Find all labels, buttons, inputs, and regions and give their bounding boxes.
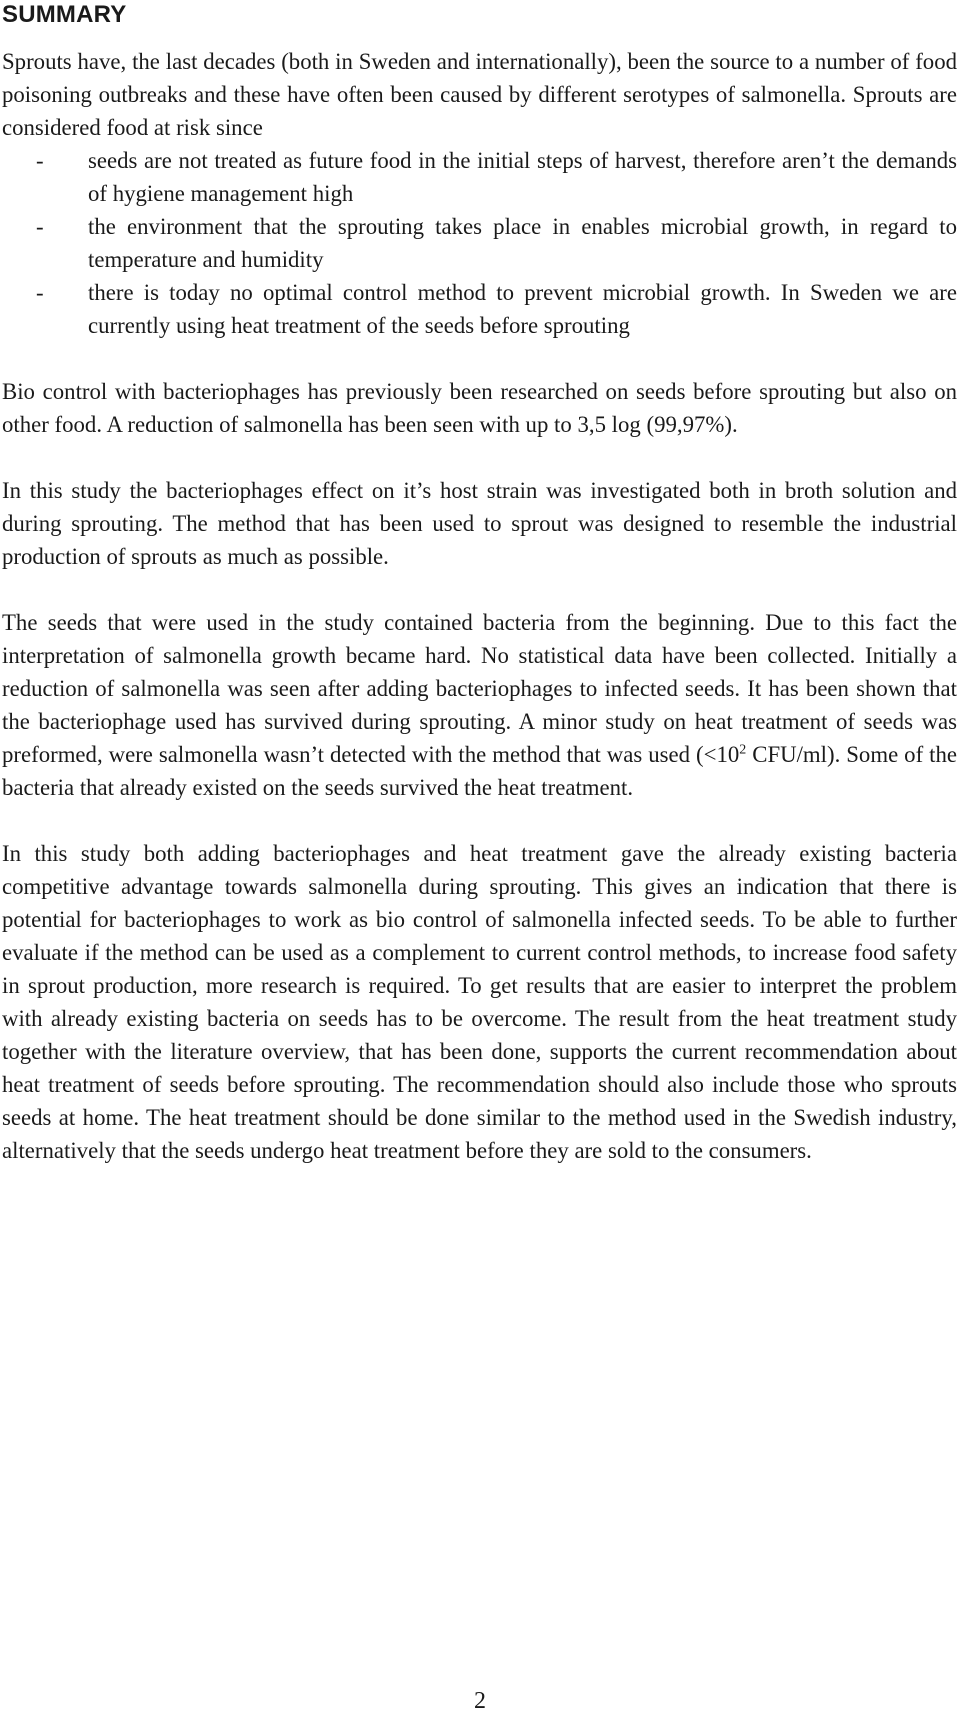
list-item bbox=[2, 276, 957, 342]
risk-factors-list bbox=[2, 144, 957, 342]
page-number: 2 bbox=[474, 1688, 486, 1714]
study-method-paragraph: In this study the bacteriophages effect on it’s host strain was investigated both in broth solution and during sprouting. The method that has been used to sprout was designed to resemble the industrial production of sprouts as much as possible. bbox=[2, 478, 957, 569]
results-paragraph bbox=[2, 606, 957, 804]
dash-marker: - bbox=[36, 214, 44, 239]
exponent: 2 bbox=[739, 742, 747, 758]
section-heading: SUMMARY bbox=[2, 1, 127, 28]
bio-control-paragraph: Bio control with bacteriophages has previously been researched on seeds before sprouting but also on other food. A reduction of salmonella has been seen with up to 3,5 log (99,97%). bbox=[2, 379, 957, 437]
intro-paragraph: Sprouts have, the last decades (both in Sweden and internationally), been the source to a number of food poisoning outbreaks and these have often been caused by different serotypes of salmonella. Sprouts are considered food at risk since bbox=[2, 49, 957, 140]
list-item-text: the environment that the sprouting takes place in enables microbial growth, in regard to temperature and humidity bbox=[88, 214, 957, 272]
list-item-text: there is today no optimal control method to prevent microbial growth. In Sweden we are currently using heat treatment of the seeds before sprouting bbox=[88, 280, 957, 338]
dash-marker: - bbox=[36, 280, 44, 305]
list-item bbox=[2, 210, 957, 276]
list-item bbox=[2, 144, 957, 210]
results-text-after: CFU/ml). Some of the bacteria that already existed on the seeds survived the heat treatment. bbox=[2, 742, 957, 800]
dash-marker: - bbox=[36, 148, 44, 173]
summary-body bbox=[2, 45, 957, 1200]
list-item-text: seeds are not treated as future food in the initial steps of harvest, therefore aren’t the demands of hygiene management high bbox=[88, 148, 957, 206]
conclusion-paragraph: In this study both adding bacteriophages and heat treatment gave the already existing bacteria competitive advantage towards salmonella during sprouting. This gives an indication that there is potential for bacteriophages to work as bio control of salmonella infected seeds. To be able to further evaluate if the method can be used as a complement to current control methods, to increase food safety in sprout production, more research is required. To get results that are easier to interpret the problem with already existing bacteria on seeds has to be overcome. The result from the heat treatment study together with the literature overview, that has been done, supports the current recommendation about heat treatment of seeds before sprouting. The recommendation should also include those who sprouts seeds at home. The heat treatment should be done similar to the method used in the Swedish industry, alternatively that the seeds undergo heat treatment before they are sold to the consumers. bbox=[2, 841, 957, 1163]
results-text-before: The seeds that were used in the study contained bacteria from the beginning. Due to this fact the interpretation of salmonella growth became hard. No statistical data have been collected. Initially a reduction of salmonella was seen after adding bacteriophages to infected seeds. It has been shown that the bacteriophage used has survived during sprouting. A minor study on heat treatment of seeds was preformed, were salmonella wasn’t detected with the method that was used (<10 bbox=[2, 610, 957, 767]
